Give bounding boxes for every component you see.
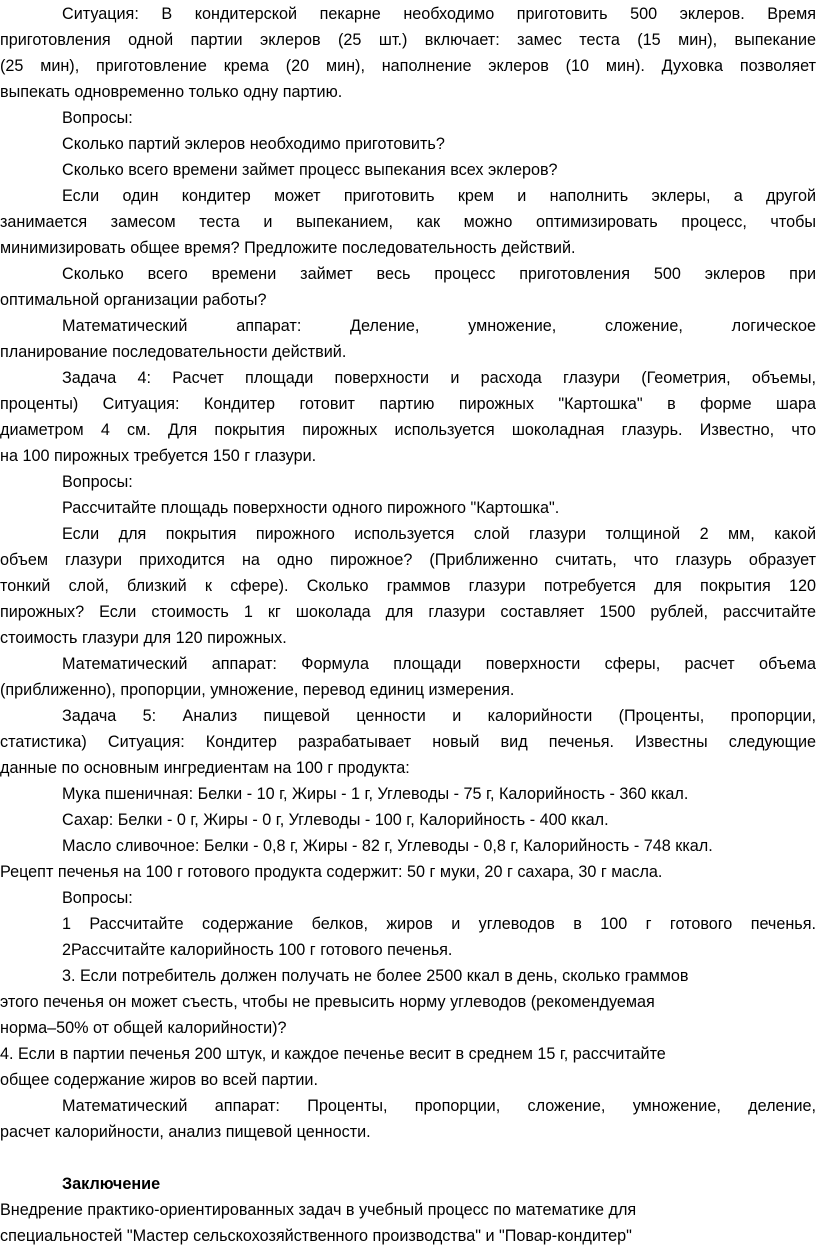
text-line: тонкий слой, близкий к сфере). Сколько граммов глазури потребуется для покрытия 120 bbox=[0, 577, 816, 595]
text-line: Математический аппарат: Формула площади поверхности сферы, расчет объема bbox=[62, 655, 816, 673]
text-line: норма–50% от общей калорийности)? bbox=[0, 1019, 287, 1037]
text-line: выпекать одновременно только одну партию. bbox=[0, 83, 343, 101]
text-line: 4. Если в партии печенья 200 штук, и каждое печенье весит в среднем 15 г, рассчитайте bbox=[0, 1045, 666, 1063]
text-line: Ситуация: В кондитерской пекарне необходимо приготовить 500 эклеров. Время bbox=[62, 5, 816, 23]
text-line: пирожных? Если стоимость 1 кг шоколада для глазури составляет 1500 рублей, рассчитайте bbox=[0, 603, 816, 621]
text-line: Математический аппарат: Деление, умножение, сложение, логическое bbox=[62, 317, 816, 335]
text-line: на 100 пирожных требуется 150 г глазури. bbox=[0, 447, 317, 465]
text-line: Рецепт печенья на 100 г готового продукта содержит: 50 г муки, 20 г сахара, 30 г масла. bbox=[0, 863, 663, 881]
text-line: 3. Если потребитель должен получать не более 2500 ккал в день, сколько граммов bbox=[62, 967, 689, 985]
text-line: общее содержание жиров во всей партии. bbox=[0, 1071, 318, 1089]
text-line: Если один кондитер может приготовить крем и наполнить эклеры, а другой bbox=[62, 187, 816, 205]
text-line: диаметром 4 см. Для покрытия пирожных используется шоколадная глазурь. Известно, что bbox=[0, 421, 816, 439]
text-line: этого печенья он может съесть, чтобы не превысить норму углеводов (рекомендуемая bbox=[0, 993, 655, 1011]
text-line: данные по основным ингредиентам на 100 г продукта: bbox=[0, 759, 410, 777]
text-line: планирование последовательности действий. bbox=[0, 343, 347, 361]
text-line: Сколько всего времени займет процесс выпекания всех эклеров? bbox=[62, 161, 558, 179]
text-line: Масло сливочное: Белки - 0,8 г, Жиры - 82 г, Углеводы - 0,8 г, Калорийность - 748 ккал. bbox=[62, 837, 713, 855]
text-line: 1 Рассчитайте содержание белков, жиров и углеводов в 100 г готового печенья. bbox=[62, 915, 816, 933]
text-line: занимается замесом теста и выпеканием, как можно оптимизировать процесс, чтобы bbox=[0, 213, 816, 231]
text-line: Сахар: Белки - 0 г, Жиры - 0 г, Углеводы - 100 г, Калорийность - 400 ккал. bbox=[62, 811, 609, 829]
text-line: стоимость глазури для 120 пирожных. bbox=[0, 629, 287, 647]
text-line: оптимальной организации работы? bbox=[0, 291, 267, 309]
text-line: Мука пшеничная: Белки - 10 г, Жиры - 1 г, Углеводы - 75 г, Калорийность - 360 ккал. bbox=[62, 785, 689, 803]
text-line: минимизировать общее время? Предложите последовательность действий. bbox=[0, 239, 576, 257]
text-line: расчет калорийности, анализ пищевой ценности. bbox=[0, 1123, 371, 1141]
text-line: проценты) Ситуация: Кондитер готовит партию пирожных "Картошка" в форме шара bbox=[0, 395, 816, 413]
text-line: Вопросы: bbox=[62, 473, 133, 491]
text-line: статистика) Ситуация: Кондитер разрабатывает новый вид печенья. Известны следующие bbox=[0, 733, 816, 751]
text-line: 2Рассчитайте калорийность 100 г готового печенья. bbox=[62, 941, 453, 959]
text-line: приготовления одной партии эклеров (25 шт.) включает: замес теста (15 мин), выпекание bbox=[0, 31, 816, 49]
text-line: объем глазури приходится на одно пирожное? (Приближенно считать, что глазурь образует bbox=[0, 551, 816, 569]
text-line: специальностей "Мастер сельскохозяйственного производства" и "Повар-кондитер" bbox=[0, 1227, 632, 1245]
text-line: Вопросы: bbox=[62, 109, 133, 127]
text-line: (приближенно), пропорции, умножение, перевод единиц измерения. bbox=[0, 681, 515, 699]
text-line: Сколько партий эклеров необходимо приготовить? bbox=[62, 135, 445, 153]
text-line: (25 мин), приготовление крема (20 мин), наполнение эклеров (10 мин). Духовка позволяет bbox=[0, 57, 816, 75]
text-line: Рассчитайте площадь поверхности одного пирожного "Картошка". bbox=[62, 499, 560, 517]
text-line: Задача 5: Анализ пищевой ценности и калорийности (Проценты, пропорции, bbox=[62, 707, 816, 725]
text-line: Если для покрытия пирожного используется слой глазури толщиной 2 мм, какой bbox=[62, 525, 816, 543]
text-line: Внедрение практико-ориентированных задач в учебный процесс по математике для bbox=[0, 1201, 637, 1219]
text-line: Задача 4: Расчет площади поверхности и расхода глазури (Геометрия, объемы, bbox=[62, 369, 816, 387]
text-line: Сколько всего времени займет весь процесс приготовления 500 эклеров при bbox=[62, 265, 816, 283]
text-line: Математический аппарат: Проценты, пропорции, сложение, умножение, деление, bbox=[62, 1097, 816, 1115]
text-line: Вопросы: bbox=[62, 889, 133, 907]
conclusion-heading: Заключение bbox=[62, 1175, 161, 1193]
